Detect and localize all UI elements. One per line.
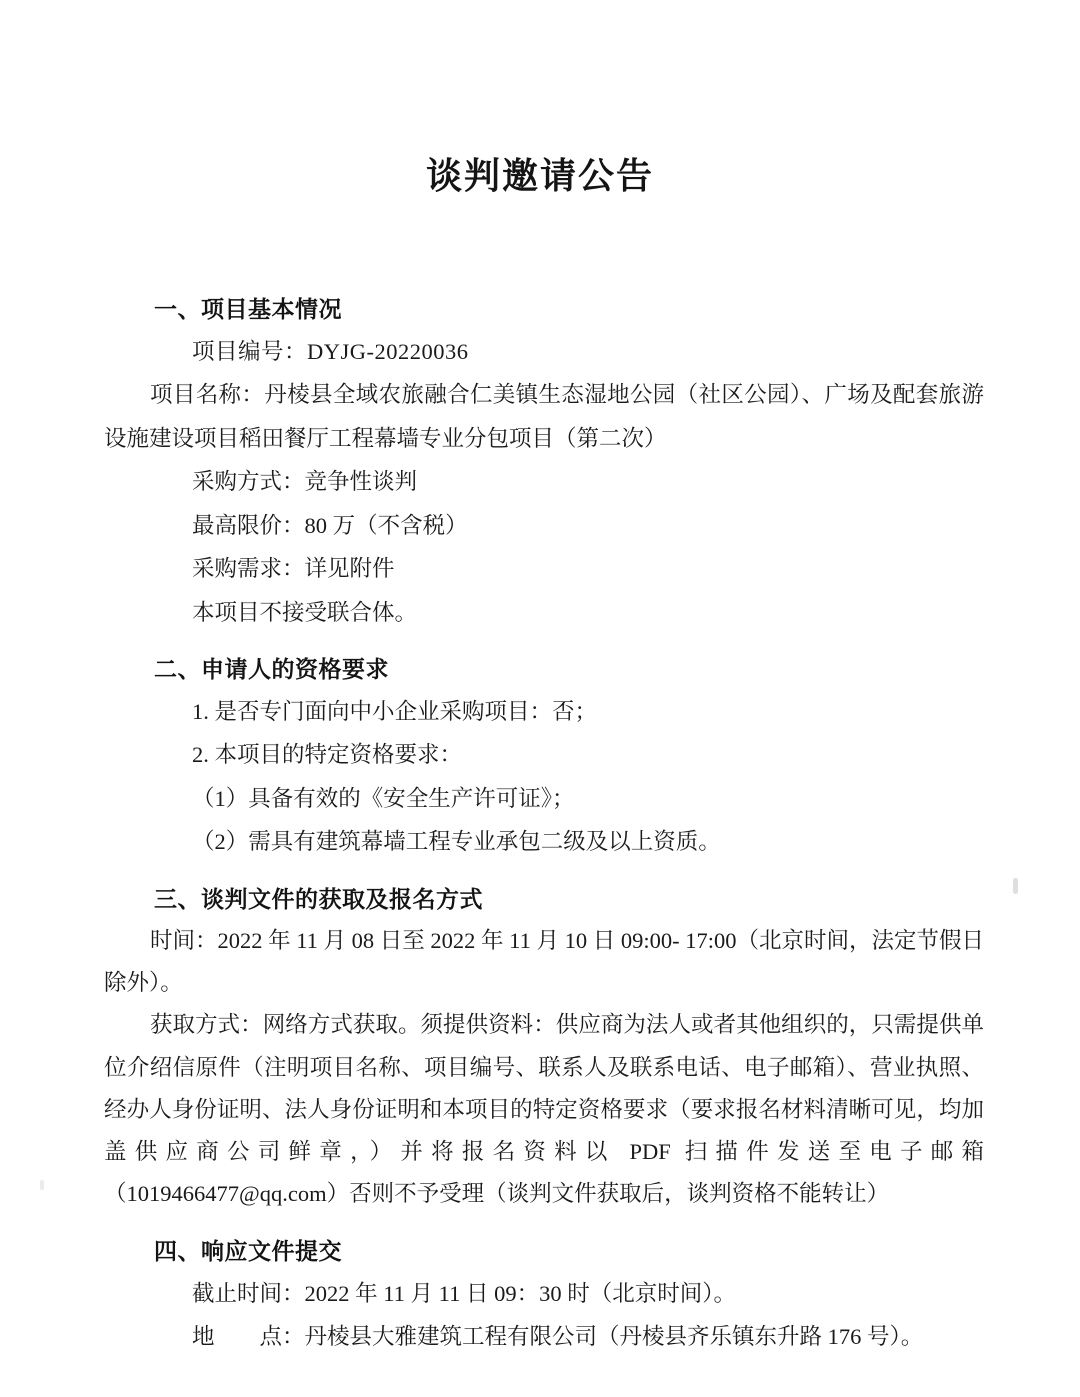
page-artifact-left: [40, 1180, 44, 1190]
qualification-item-1: 1. 是否专门面向中小企业采购项目：否；: [192, 698, 598, 724]
procurement-method-line: 采购方式：竞争性谈判: [192, 469, 418, 495]
project-number-line: 项目编号：DYJG-20220036: [192, 339, 469, 364]
deadline-line: 截止时间：2022 年 11 月 11 日 09：30 时（北京时间）。: [192, 1280, 736, 1306]
no-consortium-line: 本项目不接受联合体。: [192, 599, 418, 625]
section-heading-3: 三、谈判文件的获取及报名方式: [154, 886, 483, 912]
section-heading-1: 一、项目基本情况: [154, 297, 342, 322]
page-title: 谈判邀请公告: [425, 156, 654, 196]
acquisition-time-line: 时间：2022 年 11 月 08 日至 2022 年 11 月 10 日 09:00- 17:00（北京时间，法定节假日除外）。: [104, 927, 984, 995]
acquisition-method-line: 获取方式：网络方式获取。须提供资料：供应商为法人或者其他组织的，只需提供单位介绍信原件（注明项目名称、项目编号、联系人及联系电话、电子邮箱）、营业执照、经办人身份证明、法人身份证明和本项目的特定资格要求（要求报名材料清晰可见，均加盖供应商公司鲜章，）并将报名资料以 PDF 扫描件发送至电子邮箱（1019466477@qq.com）否则不予受理（谈判文件获取后，谈判资格不能转让）: [104, 1012, 984, 1207]
section-heading-2: 二、申请人的资格要求: [154, 656, 389, 682]
section-heading-4: 四、响应文件提交: [154, 1238, 342, 1264]
page-artifact-right: [1013, 878, 1018, 894]
project-name-line: 项目名称：丹棱县全域农旅融合仁美镇生态湿地公园（社区公园）、广场及配套旅游设施建设项目稻田餐厅工程幕墙专业分包项目（第二次）: [104, 382, 984, 451]
qualification-item-2: 2. 本项目的特定资格要求：: [192, 742, 463, 768]
procurement-demand-line: 采购需求：详见附件: [192, 556, 395, 582]
document-body: [96, 291, 984, 1359]
qualification-sub-2: （2）需具有建筑幕墙工程专业承包二级及以上资质。: [192, 829, 721, 855]
max-price-line: 最高限价：80 万（不含税）: [192, 512, 468, 538]
location-line: 地 点：丹棱县大雅建筑工程有限公司（丹棱县齐乐镇东升路 176 号）。: [192, 1324, 924, 1350]
qualification-sub-1: （1）具备有效的《安全生产许可证》；: [192, 785, 575, 811]
